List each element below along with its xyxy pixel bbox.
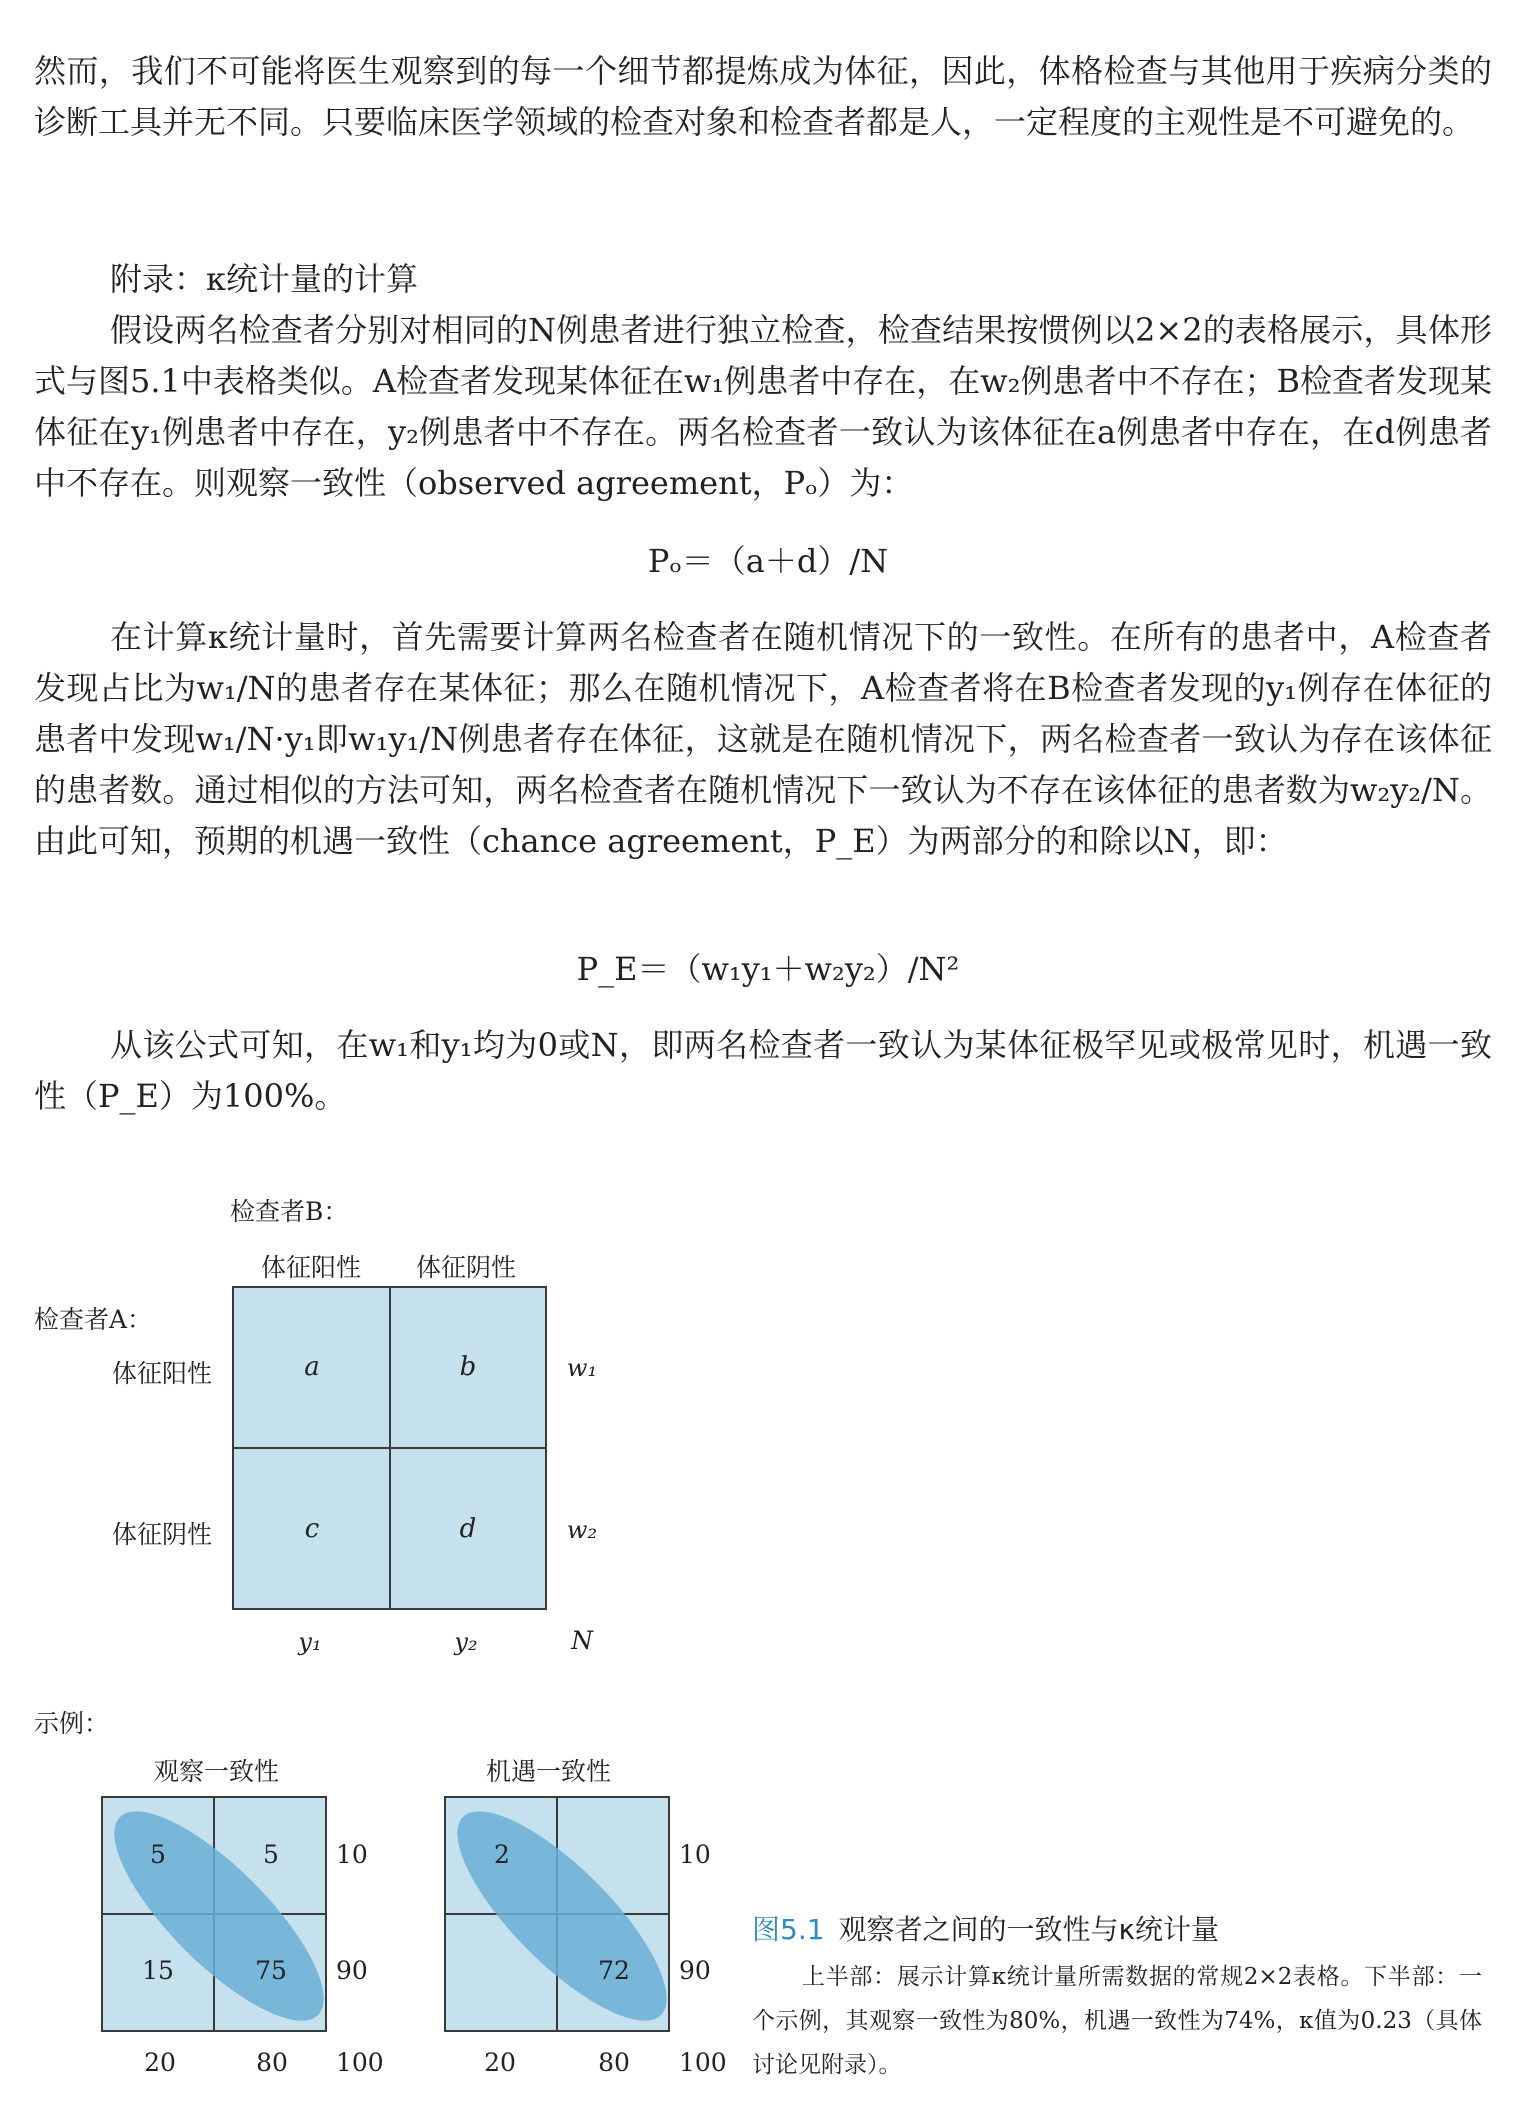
intro-paragraph bbox=[34, 46, 1492, 148]
paragraph-3: 在计算κ统计量时，首先需要计算两名检查者在随机情况下的一致性。在所有的患者中，A检查者发现占比为w₁/N的患者存在某体征；那么在随机情况下，A检查者将在B检查者发现的y₁例存在体征的患者中发现w₁/N·y₁即w₁y₁/N例患者存在体征，这就是在随机情况下，两名检查者一致认为存在该体征的患者数。通过相似的方法可知，两名检查者在随机情况下一致认为不存在该体征的患者数为w₂y₂/N。由此可知，预期的机遇一致性（chance agreement，P_E）为两部分的和除以N，即： bbox=[34, 618, 1492, 860]
observed-value-d: 75 bbox=[255, 1956, 287, 1985]
col-total-y2: y₂ bbox=[454, 1628, 478, 1656]
figure-title: 观察者之间的一致性与κ统计量 bbox=[838, 1913, 1220, 1946]
example-label: 示例： bbox=[34, 1709, 110, 1738]
chance-row-total-2: 90 bbox=[679, 1956, 711, 1985]
col-total-y1: y₁ bbox=[298, 1628, 322, 1656]
formula-chance: P_E＝（w₁y₁＋w₂y₂）/N² bbox=[576, 950, 960, 988]
chance-value-a: 2 bbox=[494, 1840, 510, 1869]
paragraph-4: 从该公式可知，在w₁和y₁均为0或N，即两名检查者一致认为某体征极罕见或极常见时，机遇一致性（P_E）为100%。 bbox=[34, 1026, 1492, 1115]
chance-row-total-1: 10 bbox=[679, 1840, 711, 1869]
observed-row-total-1: 10 bbox=[336, 1840, 368, 1869]
examiner-b-label: 检查者B： bbox=[230, 1197, 349, 1226]
formula-observed: Pₒ＝（a＋d）/N bbox=[647, 542, 889, 580]
chance-agreement-title: 机遇一致性 bbox=[486, 1757, 612, 1786]
chance-col-total-1: 20 bbox=[484, 2048, 516, 2077]
grand-total-n: N bbox=[571, 1626, 593, 1655]
examiner-a-label: 检查者A： bbox=[34, 1305, 153, 1334]
row-header-negative: 体征阴性 bbox=[112, 1520, 213, 1549]
paragraph-2: 假设两名检查者分别对相同的N例患者进行独立检查，检查结果按惯例以2×2的表格展示，具体形式与图5.1中表格类似。A检查者发现某体征在w₁例患者中存在，在w₂例患者中不存在；B检查者发现某体征在y₁例患者中存在，y₂例患者中不存在。两名检查者一致认为该体征在a例患者中存在，在d例患者中不存在。则观察一致性（observed agreement，Pₒ）为： bbox=[34, 311, 1492, 502]
appendix-title: 附录：κ统计量的计算 bbox=[110, 260, 419, 298]
figure-caption-body: 上半部：展示计算κ统计量所需数据的常规2×2表格。下半部：一个示例，其观察一致性为80%，机遇一致性为74%，κ值为0.23（具体讨论见附录）。 bbox=[752, 1964, 1483, 2078]
cell-label-d: d bbox=[459, 1514, 477, 1544]
col-header-positive: 体征阳性 bbox=[261, 1253, 362, 1282]
observed-agreement-title: 观察一致性 bbox=[154, 1757, 280, 1786]
row-header-positive: 体征阳性 bbox=[112, 1359, 213, 1388]
figure-number: 图5.1 bbox=[752, 1913, 825, 1946]
chance-section bbox=[34, 612, 1492, 867]
observed-diagonal-highlight bbox=[101, 1796, 327, 2032]
observed-value-a: 5 bbox=[150, 1840, 166, 1869]
appendix-section bbox=[34, 254, 1492, 509]
diagonal-ellipse bbox=[444, 1796, 670, 2032]
chance-diagonal-highlight bbox=[444, 1796, 670, 2032]
observed-row-total-2: 90 bbox=[336, 1956, 368, 1985]
row-total-w1: w₁ bbox=[566, 1354, 598, 1382]
cell-label-a: a bbox=[304, 1352, 320, 1382]
observed-grand-total: 100 bbox=[336, 2048, 384, 2077]
observed-value-b: 5 bbox=[263, 1840, 279, 1869]
cell-label-c: c bbox=[304, 1514, 320, 1544]
paragraph-1: 然而，我们不可能将医生观察到的每一个细节都提炼成为体征，因此，体格检查与其他用于疾病分类的诊断工具并无不同。只要临床医学领域的检查对象和检查者都是人，一定程度的主观性是不可避免的。 bbox=[34, 52, 1492, 141]
chance-col-total-2: 80 bbox=[598, 2048, 630, 2077]
chance-value-d: 72 bbox=[598, 1956, 630, 1985]
col-header-negative: 体征阴性 bbox=[416, 1253, 517, 1282]
conclusion-section bbox=[34, 1020, 1492, 1122]
observed-value-c: 15 bbox=[142, 1956, 174, 1985]
figure-caption-title bbox=[752, 1908, 1219, 1948]
observed-col-total-2: 80 bbox=[256, 2048, 288, 2077]
diagonal-ellipse bbox=[101, 1796, 327, 2032]
row-total-w2: w₂ bbox=[566, 1516, 598, 1544]
cell-label-b: b bbox=[459, 1352, 477, 1382]
observed-col-total-1: 20 bbox=[144, 2048, 176, 2077]
chance-grand-total: 100 bbox=[679, 2048, 727, 2077]
